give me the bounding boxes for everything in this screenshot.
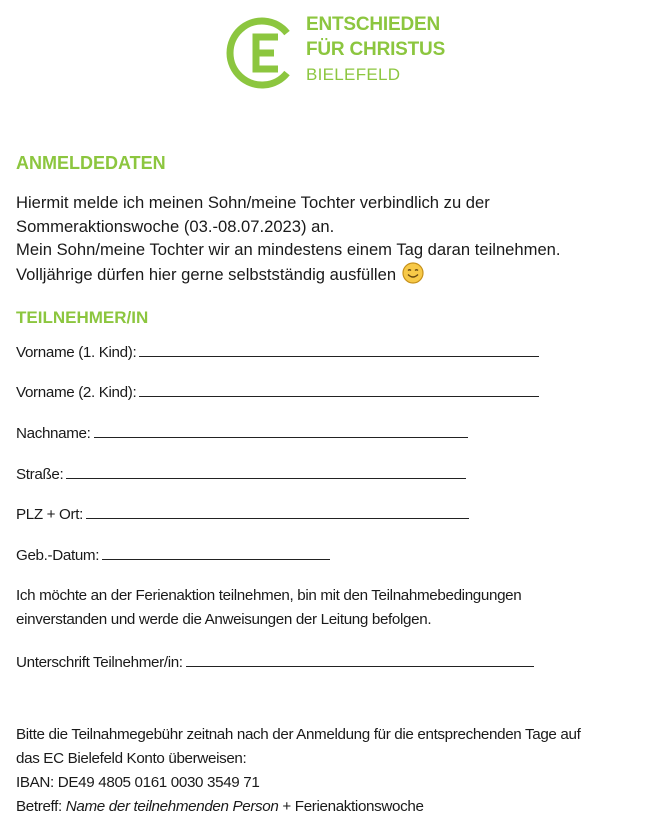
section-heading-teilnehmer: TEILNEHMER/IN (16, 308, 149, 327)
vorname-2-input-line[interactable] (139, 382, 539, 397)
plz-ort-input-line[interactable] (86, 504, 469, 519)
betreff-name: Name der teilnehmenden Person (65, 798, 279, 815)
iban: IBAN: DE49 4805 0161 0030 3549 71 (16, 774, 260, 791)
field-label: Geb.-Datum: (16, 547, 100, 564)
consent-line: Ich möchte an der Ferienaktion teilnehmen, bin mit den Teilnahmebedingungen (16, 587, 522, 604)
ec-logo (224, 12, 444, 92)
intro-line: Sommeraktionswoche (03.-08.07.2023) an. (16, 216, 335, 236)
smiley-icon (402, 262, 424, 291)
field-vorname-1 (16, 342, 539, 361)
geburtsdatum-input-line[interactable] (102, 545, 330, 560)
field-geburtsdatum (16, 545, 330, 564)
ec-logo-icon (224, 15, 300, 91)
intro-line: Hiermit melde ich meinen Sohn/meine Tochter verbindlich zu der (16, 193, 490, 212)
field-label: Vorname (2. Kind): (16, 384, 137, 401)
payment-info (16, 723, 580, 819)
betreff-line (16, 795, 580, 819)
intro-line: Mein Sohn/meine Tochter wir an mindestens einem Tag daran teilnehmen. (16, 240, 561, 259)
field-vorname-2 (16, 382, 539, 401)
logo-text-line3: BIELEFELD (306, 65, 401, 84)
signature-input-line[interactable] (186, 652, 534, 667)
intro-text (16, 191, 561, 285)
vorname-1-input-line[interactable] (139, 342, 539, 357)
intro-line: Volljährige dürfen hier gerne selbstständig ausfüllen (16, 264, 397, 284)
field-label: Unterschrift Teilnehmer/in: (16, 654, 183, 671)
section-heading-anmeldedaten: ANMELDEDATEN (16, 153, 166, 173)
field-label: Nachname: (16, 425, 91, 442)
nachname-input-line[interactable] (94, 423, 468, 438)
betreff-suffix: + Ferienaktionswoche (282, 798, 424, 815)
payment-line: Bitte die Teilnahmegebühr zeitnah nach der Anmeldung für die entsprechenden Tage auf (16, 726, 581, 743)
logo-text-line2: FÜR CHRISTUS (306, 39, 446, 60)
strasse-input-line[interactable] (66, 464, 466, 479)
field-plz-ort (16, 504, 469, 523)
field-unterschrift (16, 652, 534, 671)
field-label: Straße: (16, 466, 64, 483)
intro-line-with-smiley (16, 262, 561, 286)
betreff-label: Betreff: (16, 798, 62, 815)
consent-line: einverstanden und werde die Anweisungen der Leitung befolgen. (16, 611, 432, 628)
consent-text (16, 584, 521, 632)
field-label: PLZ + Ort: (16, 506, 83, 523)
field-nachname (16, 423, 468, 442)
field-strasse (16, 464, 466, 483)
field-label: Vorname (1. Kind): (16, 344, 137, 361)
payment-line: das EC Bielefeld Konto überweisen: (16, 750, 247, 767)
logo-text-line1: ENTSCHIEDEN (306, 14, 440, 35)
